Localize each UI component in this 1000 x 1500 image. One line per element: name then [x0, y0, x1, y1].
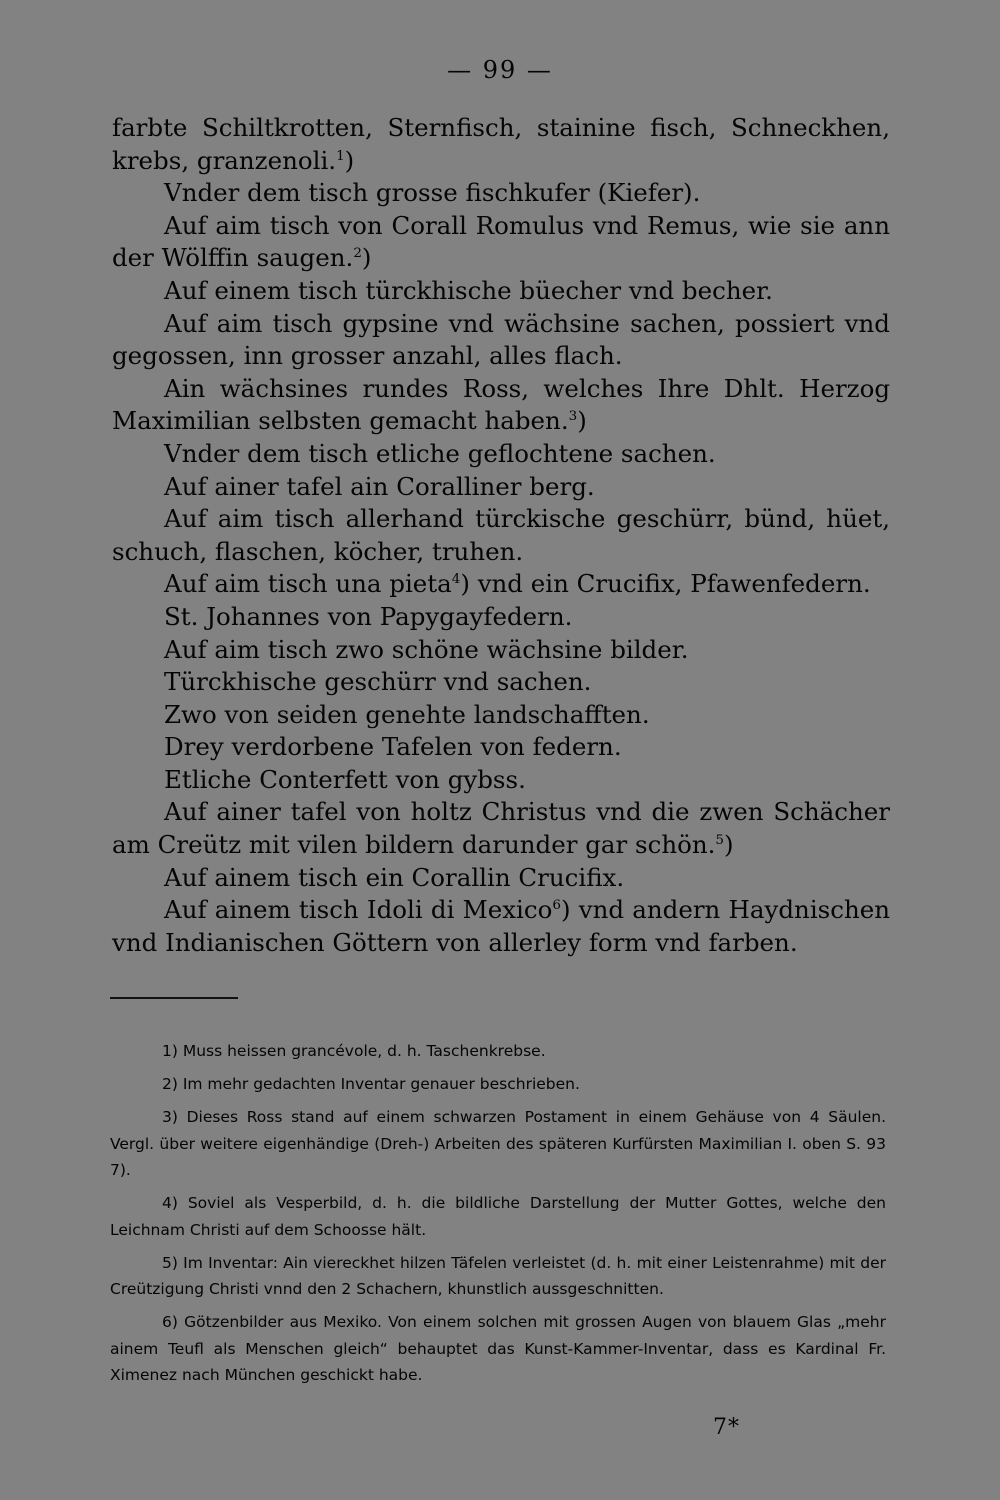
paragraph-2: Vnder dem tisch grosse fischkufer (Kiefer).	[164, 178, 701, 208]
footnote-2: 2) Im mehr gedachten Inventar genauer beschrieben.	[162, 1075, 580, 1093]
footnote-1: 1) Muss heissen grancévole, d. h. Taschenkrebse.	[162, 1042, 546, 1060]
footnote-5: 5) Im Inventar: Ain viereckhet hilzen Täfelen verleistet (d. h. mit einer Leistenrahme) mit der Creützigung Christi vnnd den 2 Schachern, khunstlich aussgeschnitten.	[110, 1253, 886, 1298]
paragraph-18: Auf ainem tisch ein Corallin Crucifix.	[164, 862, 625, 892]
footnotes	[110, 1038, 886, 1395]
footnote-ref-1: 1	[336, 147, 345, 164]
footnote-4: 4) Soviel als Vesperbild, d. h. die bildliche Darstellung der Mutter Gottes, welche den Leichnam Christi auf dem Schoosse hält.	[110, 1194, 886, 1239]
paragraph-15: Drey verdorbene Tafelen von federn.	[164, 732, 622, 762]
paragraph-10: Auf aim tisch una pieta$^4$) vnd ein Crucifix, Pfawenfedern.	[164, 569, 871, 599]
printer-signature-mark: 7*	[713, 1415, 740, 1440]
footnote-ref-3: 3	[568, 408, 578, 425]
paragraph-7: Vnder dem tisch etliche geflochtene sachen.	[164, 438, 716, 468]
paragraph-5: Auf aim tisch gypsine vnd wächsine sachen, possiert vnd gegossen, inn grosser anzahl, alles flach.	[112, 308, 890, 371]
paragraph-19: Auf ainem tisch Idoli di Mexico$^6$) vnd andern Haydnischen vnd Indianischen Göttern von allerley form vnd farben.	[112, 895, 891, 957]
paragraph-4: Auf einem tisch türckhische büecher vnd becher.	[164, 275, 773, 305]
paragraph-3: Auf aim tisch von Corall Romulus vnd Remus, wie sie ann der Wölffin saugen.$^2$)	[112, 210, 890, 273]
footnote-ref-2: 2	[353, 245, 362, 262]
footnote-ref-4: 4	[451, 571, 461, 588]
paragraph-13: Türckhische geschürr vnd sachen.	[164, 667, 592, 697]
paragraph-11: St. Johannes von Papygayfedern.	[164, 601, 573, 631]
footnote-6: 6) Götzenbilder aus Mexiko. Von einem solchen mit grossen Augen von blauem Glas „mehr ainem Teufl als Menschen gleich“ behauptet das Kunst-Kammer-Inventar, dass es Kardinal Fr. Ximenez nach München geschickt habe.	[110, 1313, 886, 1384]
paragraph-12: Auf aim tisch zwo schöne wächsine bilder.	[164, 634, 689, 664]
paragraph-8: Auf ainer tafel ain Coralliner berg.	[164, 471, 595, 501]
footnote-ref-5: 5	[715, 831, 724, 848]
paragraph-14: Zwo von seiden genehte landschafften.	[164, 699, 650, 729]
paragraph-1: farbte Schiltkrotten, Sternfisch, stainine fisch, Schneckhen, krebs, granzenoli.$^1$)	[112, 113, 890, 175]
paragraph-17: Auf ainer tafel von holtz Christus vnd die zwen Schächer am Creütz mit vilen bildern darunder gar schön.$^5$)	[112, 797, 890, 860]
paragraph-6: Ain wächsines rundes Ross, welches Ihre Dhlt. Herzog Maximilian selbsten gemacht haben.$^3$)	[112, 373, 890, 436]
paragraph-9: Auf aim tisch allerhand türckische geschürr, bünd, hüet, schuch, flaschen, köcher, truhen.	[112, 504, 890, 566]
paragraph-16: Etliche Conterfett von gybss.	[164, 764, 526, 794]
footnote-divider	[110, 997, 238, 999]
footnote-ref-6: 6	[552, 897, 561, 914]
page-number: — 99 —	[447, 56, 553, 84]
inventory-text	[112, 112, 890, 959]
footnote-3: 3) Dieses Ross stand auf einem schwarzen Postament in einem Gehäuse von 4 Säulen. Vergl. über weitere eigenhändige (Dreh-) Arbeiten des späteren Kurfürsten Maximilian I. oben S. 93 7).	[110, 1108, 886, 1179]
